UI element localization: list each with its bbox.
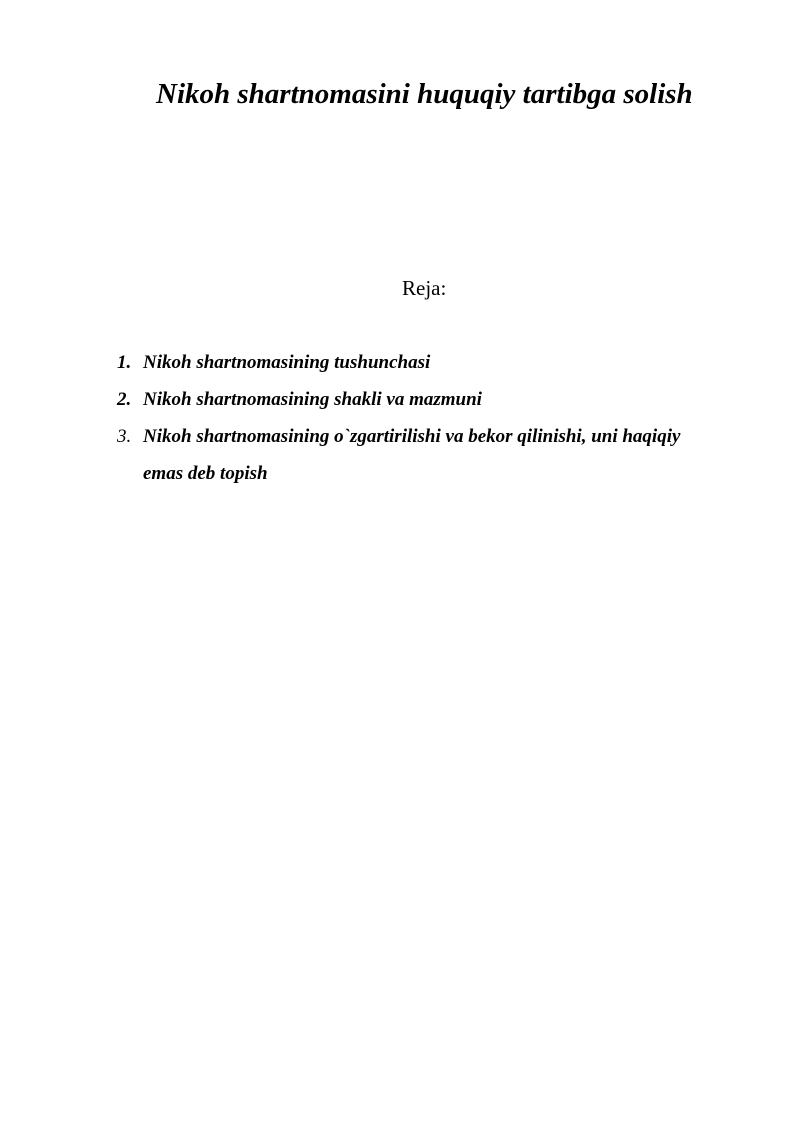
plan-list	[117, 344, 717, 492]
plan-item-text: Nikoh shartnomasining o`zgartirilishi va bekor qilinishi, uni haqiqiy emas deb topish	[143, 426, 681, 484]
plan-item-number: 1.	[117, 352, 132, 373]
plan-item-3	[117, 418, 717, 492]
document-title: Nikoh shartnomasini huquqiy tartibga solish	[156, 78, 693, 110]
plan-item-1	[117, 344, 717, 381]
plan-item-number: 3.	[117, 426, 132, 447]
plan-item-text: Nikoh shartnomasining shakli va mazmuni	[143, 389, 482, 410]
plan-heading: Reja:	[402, 276, 447, 300]
plan-item-number: 2.	[117, 389, 132, 410]
plan-item-2	[117, 381, 717, 418]
plan-item-text: Nikoh shartnomasining tushunchasi	[143, 352, 431, 373]
